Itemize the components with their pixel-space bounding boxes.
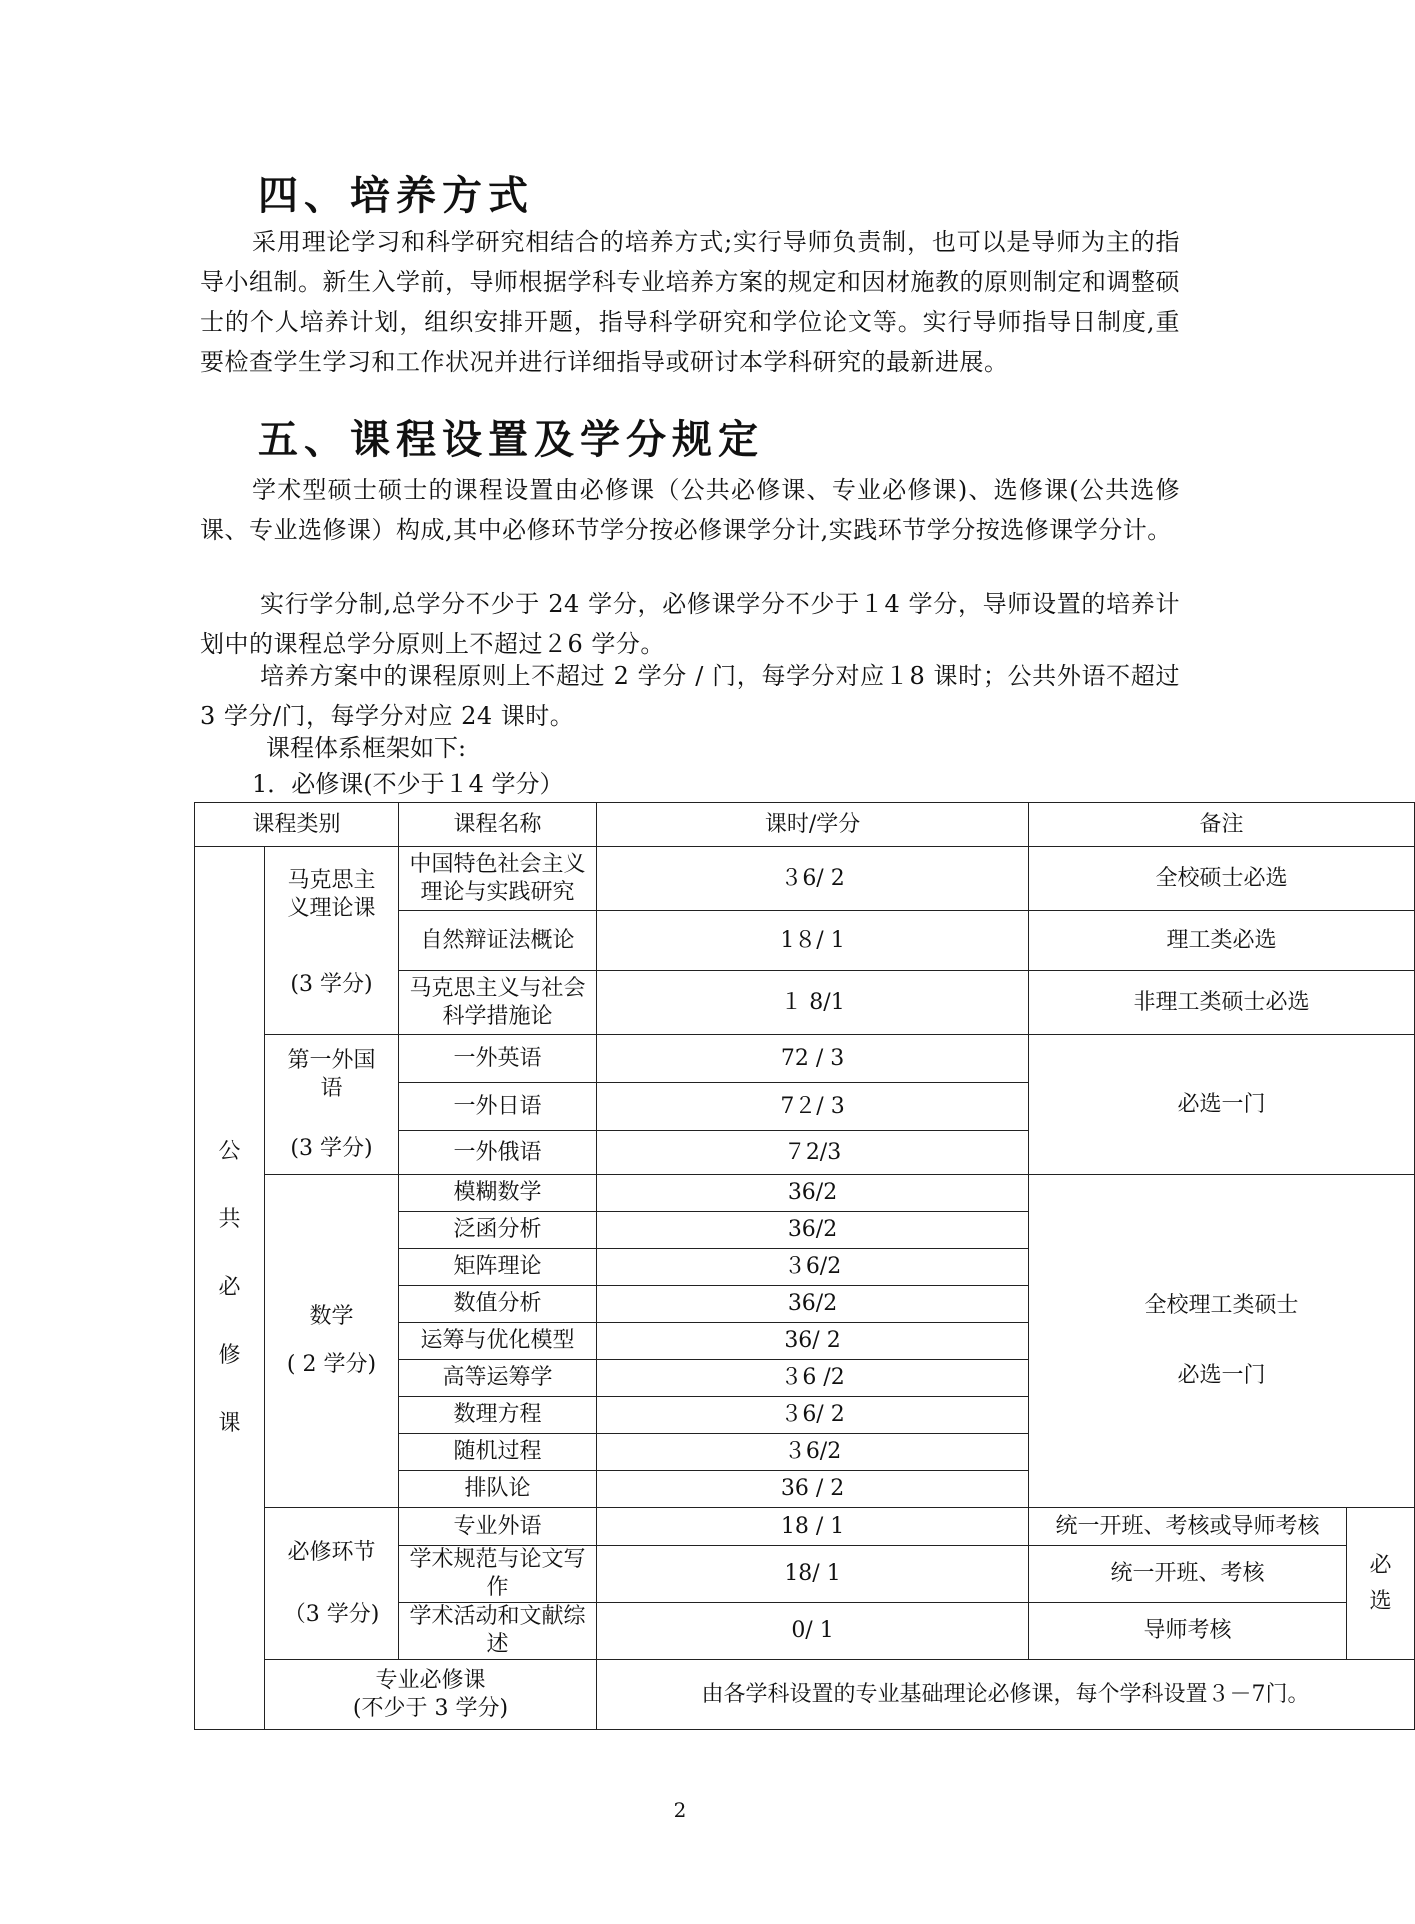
section-5-heading: 五、课程设置及学分规定 [258,416,764,463]
course-name: 一外俄语 [399,1131,597,1175]
section-4-paragraph: 采用理论学习和科学研究相结合的培养方式;实行导师负责制，也可以是导师为主的指导小组制。新生入学前，导师根据学科专业培养方案的规定和因材施教的原则制定和调整硕士的个人培养计划，组织安排开题，指导科学研究和学位论文等。实行导师指导日制度,重要检查学生学习和工作状况并进行详细指导或研讨本学科研究的最新进展。 [200,228,1180,376]
table-row [195,847,1415,911]
math-note-line-1: 全校理工类硕士 [1144,1293,1299,1318]
course-name: 学术规范与论文写作 [399,1546,597,1603]
course-hours: 36/2 [597,1175,1029,1212]
course-hours: ３6/2 [597,1434,1029,1471]
course-note: 全校硕士必选 [1029,847,1415,911]
header-notes: 备注 [1029,803,1415,847]
foreign-category-cell [265,1035,399,1175]
public-required-cell [195,847,265,1730]
header-hours-credits: 课时/学分 [597,803,1029,847]
course-name: 专业外语 [399,1508,597,1546]
required-links-category: 必修环节 [287,1539,376,1565]
page-number: 2 [673,1798,687,1822]
foreign-category-line-1: 第一外国 [287,1047,376,1073]
course-name: 排队论 [399,1471,597,1508]
course-hours: 18 / 1 [597,1508,1029,1546]
course-name: 泛函分析 [399,1212,597,1249]
course-hours: 18/ 1 [597,1546,1029,1603]
marxism-category-cell [265,847,399,1035]
section-5-paragraph-1: 学术型硕士硕士的课程设置由必修课（公共必修课、专业必修课)、选修课(公共选修课、专业选修课）构成,其中必修环节学分按必修课学分计,实践环节学分按选修课学分计。 [200,476,1180,544]
foreign-category-line-2: 语 [320,1075,343,1101]
header-course-category: 课程类别 [195,803,399,847]
math-category-cell [265,1175,399,1508]
course-note: 非理工类硕士必选 [1029,971,1415,1035]
course-hours: ３6/2 [597,1249,1029,1286]
marxism-credits: (3 学分) [290,972,373,997]
course-name: 模糊数学 [399,1175,597,1212]
table-row [195,1175,1415,1212]
course-hours: 36/2 [597,1286,1029,1323]
course-name: 数理方程 [399,1397,597,1434]
course-hours: 36 / 2 [597,1471,1029,1508]
header-course-name: 课程名称 [399,803,597,847]
required-links-category-cell [265,1508,399,1660]
course-hours: １ 8/1 [597,971,1029,1035]
table-row [195,1508,1415,1546]
course-name: 高等运筹学 [399,1360,597,1397]
public-required-label: 公共必修课 [218,1139,241,1436]
course-name: 随机过程 [399,1434,597,1471]
section-5-paragraph-3: 培养方案中的课程原则上不超过 2 学分 / 门，每学分对应１8 课时；公共外语不超过 3 学分/门，每学分对应 24 课时。 [200,662,1180,730]
course-note: 统一开班、考核或导师考核 [1029,1508,1347,1546]
course-note: 统一开班、考核 [1029,1546,1347,1603]
major-required-line-1: 专业必修课 [375,1667,486,1693]
course-table [194,802,1415,1730]
course-name: 自然辩证法概论 [399,911,597,971]
course-name: 运筹与优化模型 [399,1323,597,1360]
foreign-note: 必选一门 [1029,1035,1415,1175]
course-hours: ３6/ 2 [597,847,1029,911]
table-header-row [195,803,1415,847]
course-hours: ３6 /2 [597,1360,1029,1397]
course-hours: 36/ 2 [597,1323,1029,1360]
major-required-description: 由各学科设置的专业基础理论必修课，每个学科设置３－7门。 [597,1660,1415,1730]
course-hours: ７2/3 [597,1131,1029,1175]
course-name: 马克思主义与社会科学措施论 [399,971,597,1035]
framework-intro: 课程体系框架如下: [266,734,467,762]
major-required-category-cell [265,1660,597,1730]
section-5-paragraph-2: 实行学分制,总学分不少于 24 学分，必修课学分不少于１4 学分，导师设置的培养计划中的课程总学分原则上不超过２6 学分。 [200,590,1180,658]
course-hours: ３6/ 2 [597,1397,1029,1434]
course-hours: 0/ 1 [597,1603,1029,1660]
foreign-credits: (3 学分) [290,1135,373,1161]
section-4-heading: 四、培养方式 [258,172,534,219]
course-name: 一外英语 [399,1035,597,1083]
math-category: 数学 [309,1304,354,1329]
math-note-line-2: 必选一门 [1177,1363,1266,1388]
table-row [195,1035,1415,1083]
major-required-line-2: (不少于 3 学分) [352,1695,509,1721]
course-name: 矩阵理论 [399,1249,597,1286]
course-name: 中国特色社会主义理论与实践研究 [399,847,597,911]
marxism-category-line-1: 马克思主 [287,868,376,893]
required-side-note: 必选 [1369,1552,1392,1614]
required-links-credits: （3 学分) [283,1601,380,1627]
course-name: 一外日语 [399,1083,597,1131]
marxism-category-line-2: 义理论课 [287,896,376,921]
course-name: 数值分析 [399,1286,597,1323]
course-hours: 36/2 [597,1212,1029,1249]
course-note: 导师考核 [1029,1603,1347,1660]
course-hours: 72 / 3 [597,1035,1029,1083]
subsection-title: 1．必修课(不少于１4 学分） [252,770,564,798]
course-hours: 1８/ 1 [597,911,1029,971]
required-side-note-cell [1347,1508,1415,1660]
table-row [195,1660,1415,1730]
course-name: 学术活动和文献综述 [399,1603,597,1660]
course-hours: 7２/ 3 [597,1083,1029,1131]
course-note: 理工类必选 [1029,911,1415,971]
math-note-cell [1029,1175,1415,1508]
math-credits: ( 2 学分) [286,1352,377,1377]
